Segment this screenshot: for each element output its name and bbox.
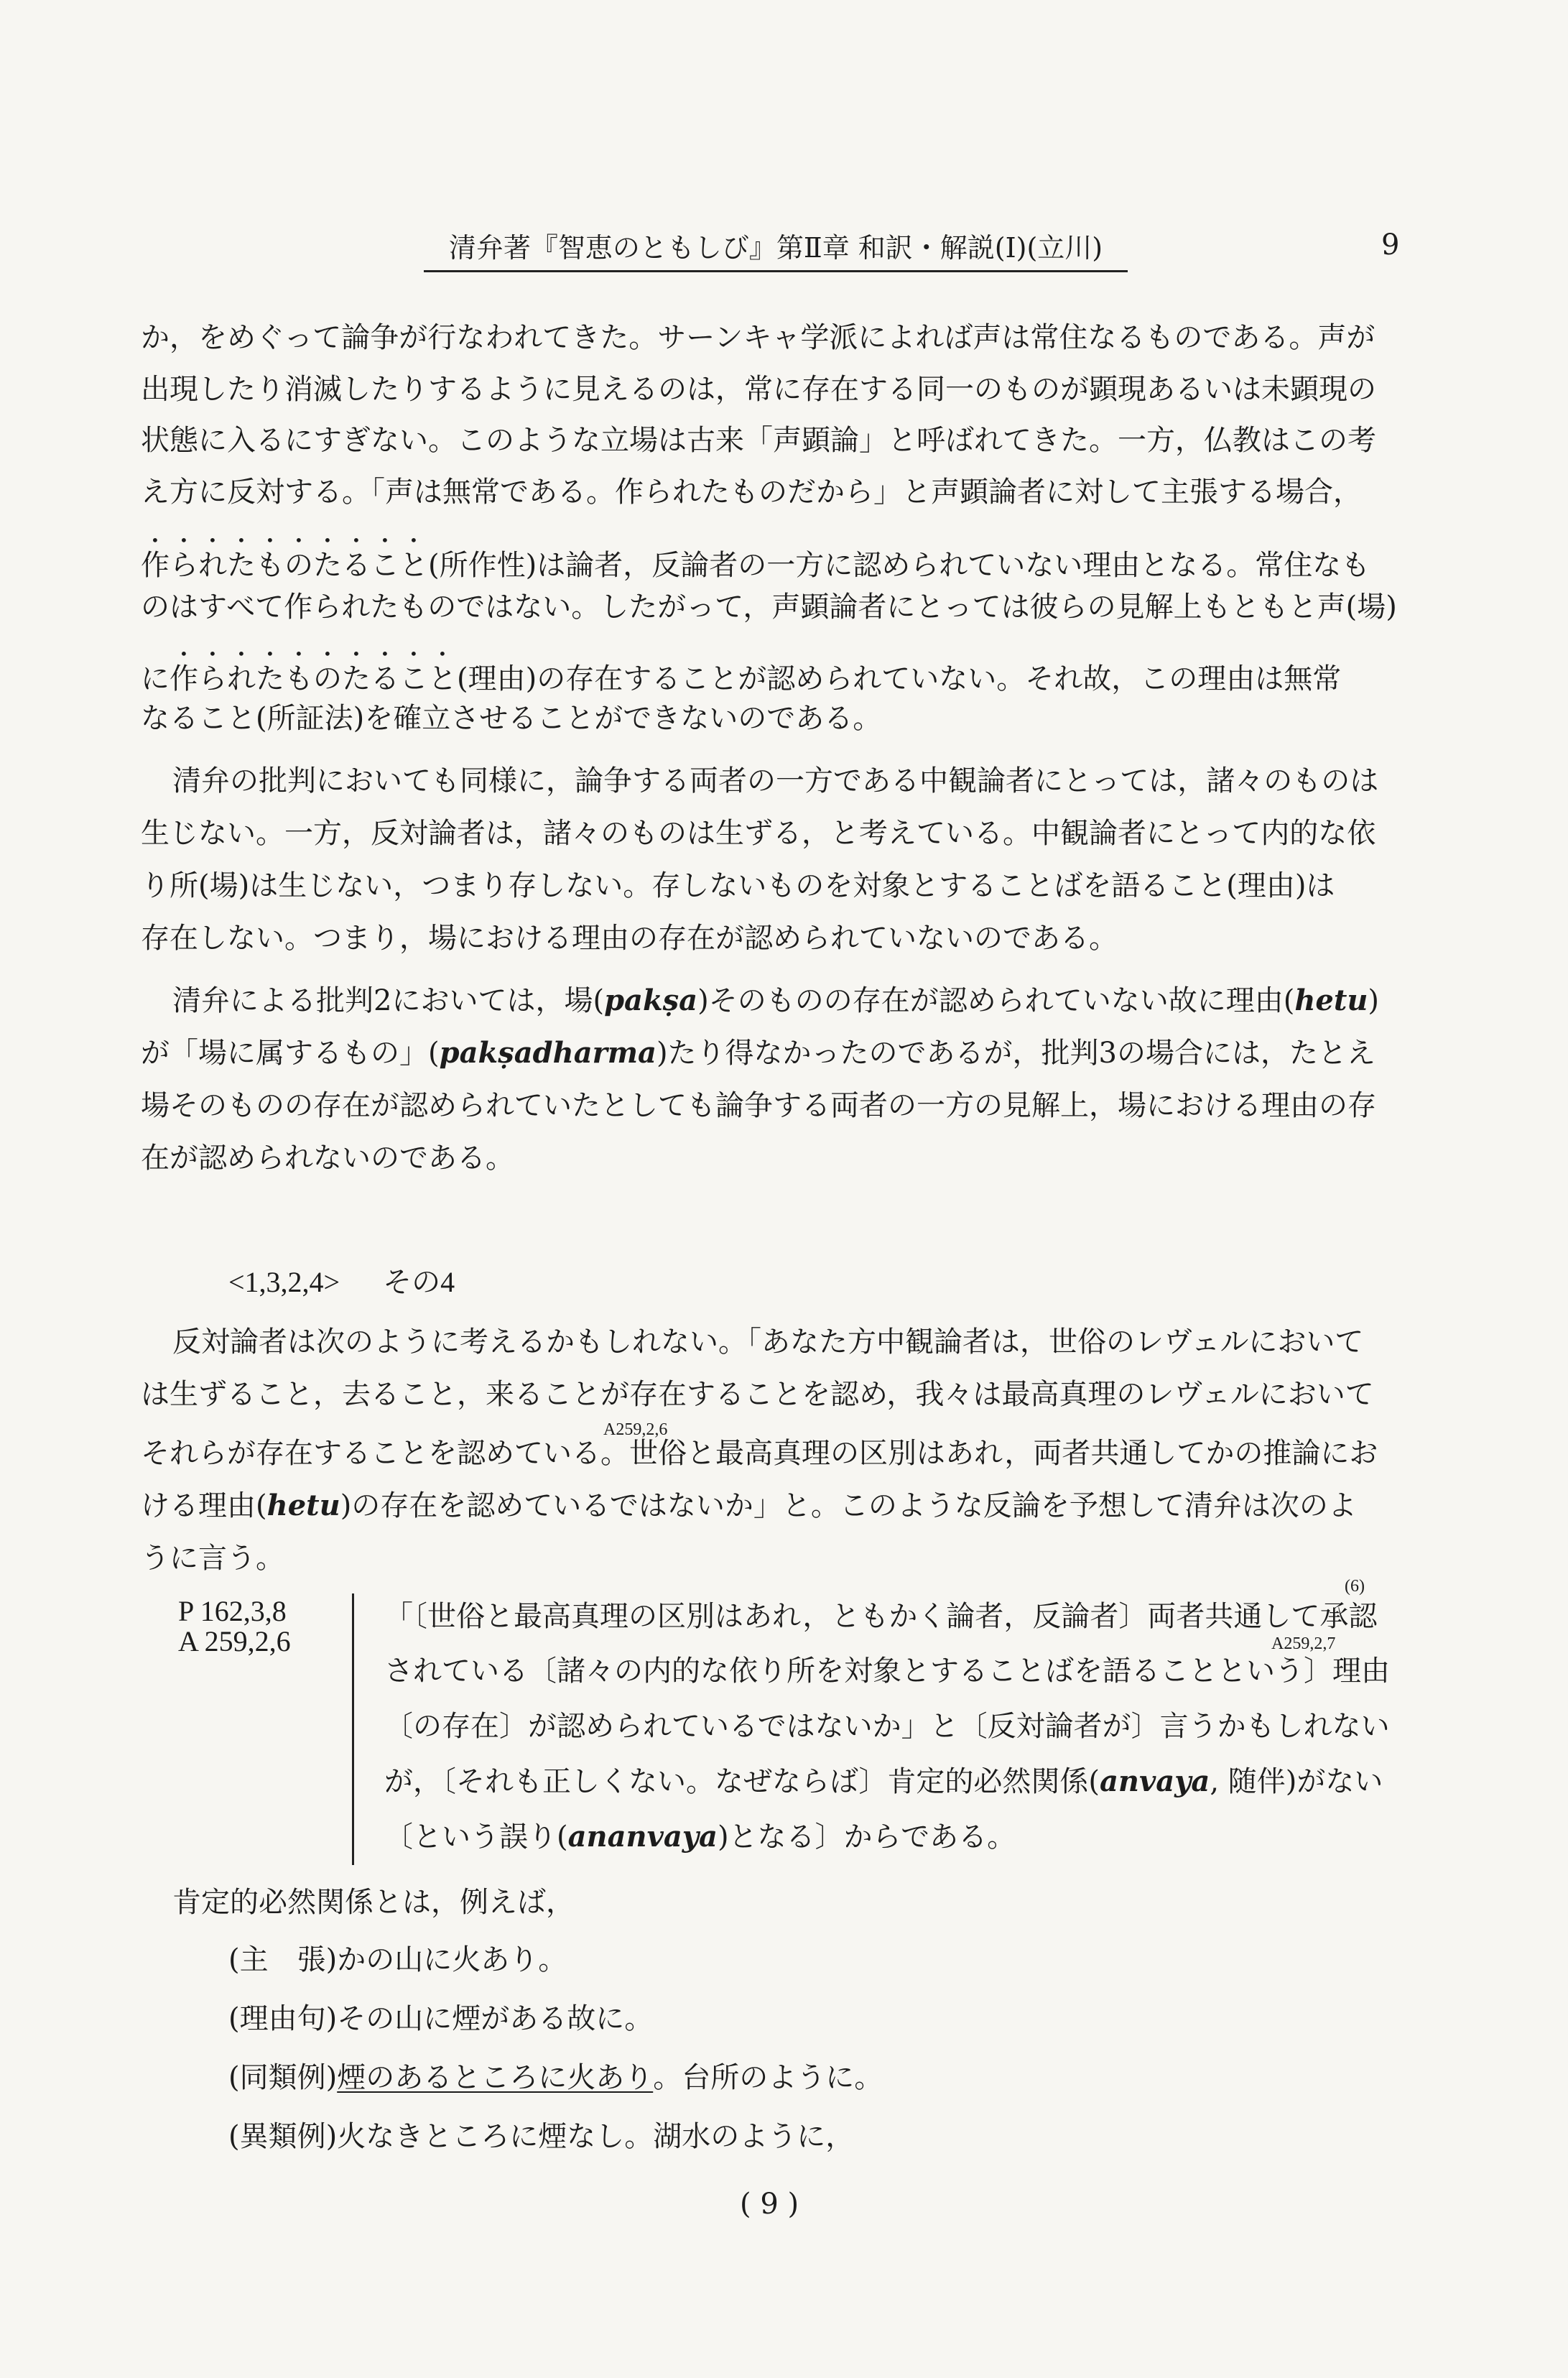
quote-line-1: 「〔世俗と最高真理の区別はあれ，ともかく論者，反論者〕両者共通して承認	[384, 1600, 1378, 1633]
example-item-reason	[228, 1997, 1521, 2040]
example-text: 。台所のように。	[653, 2061, 883, 2094]
text: が，〔それも正しくない。なぜならば〕肯定的必然関係(	[384, 1765, 1100, 1798]
paragraph-1-line-6: のはすべて作られたものではない。したがって，声顕論者にとっては彼らの見解上もともと声(場)	[141, 591, 1397, 624]
text: ける理由(	[141, 1489, 267, 1522]
paragraph-4-line-1: 反対論者は次のように考えるかもしれない。「あなた方中観論者は，世俗のレヴェルにおいて	[172, 1326, 1364, 1359]
text: , 随伴)がない	[1210, 1765, 1383, 1798]
text: が「場に属するもの」(	[141, 1037, 440, 1070]
paragraph-3-line-4: 在が認められないのである。	[141, 1142, 514, 1175]
section-heading	[228, 1261, 1521, 1304]
text: )となる〕からである。	[717, 1820, 1016, 1854]
sanskrit-term: anvaya	[1100, 1764, 1210, 1798]
page-number-footer: ( 9 )	[740, 2188, 799, 2221]
paragraph-3-line-1	[172, 979, 1465, 1022]
paragraph-4-line-3: それらが存在することを認めている。世俗と最高真理の区別はあれ，両者共通してかの推論にお	[141, 1437, 1378, 1470]
paragraph-3-line-3: 場そのものの存在が認められていたとしても論争する両者の一方の見解上，場における理由の存	[141, 1089, 1376, 1122]
sanskrit-term: hetu	[266, 1489, 340, 1522]
text: )	[1368, 984, 1380, 1017]
paragraph-1-line-4: え方に反対する。「声は無常である。作られたものだから」と声顕論者に対して主張する場合，	[141, 476, 1362, 509]
paragraph-4-line-2: は生ずること，去ること，来ることが存在することを認め，我々は最高真理のレヴェルにおいて	[141, 1378, 1374, 1411]
example-text: かの山に火あり。	[337, 1943, 567, 1976]
citation-reference-a: A 259,2,6	[178, 1625, 291, 1657]
quote-line-3: 〔の存在〕が認められているではないか」と〔反対論者が〕言うかもしれない	[384, 1710, 1390, 1743]
text: 清弁による批判2においては，場(	[172, 984, 605, 1017]
paragraph-1-line-7	[141, 645, 1434, 700]
section-title: その4	[383, 1266, 455, 1298]
text: )たり得なかったのであるが，批判3の場合には，たとえ	[656, 1037, 1376, 1070]
quote-line-4	[384, 1760, 1440, 1803]
example-underlined-text: 煙のあるところに火あり	[337, 2061, 654, 2094]
paragraph-1-line-3: 状態に入るにすぎない。このような立場は古来「声顕論」と呼ばれてきた。一方，仏教はこの考	[141, 424, 1376, 457]
citation-reference-p: P 162,3,8	[178, 1595, 287, 1627]
paragraph-1-line-7-pre: に	[141, 662, 170, 695]
example-intro: 肯定的必然関係とは，例えば，	[172, 1886, 575, 1919]
example-text: 火なきところに煙なし。湖水のように，	[337, 2120, 855, 2153]
example-label: (理由句)	[228, 2002, 338, 2035]
paragraph-2-line-3: り所(場)は生じない，つまり存しない。存しないものを対象とすることばを語ること(理由)は	[141, 869, 1335, 902]
paragraph-1-line-1: か，をめぐって論争が行なわれてきた。サーンキャ学派によれば声は常住なるものである。声が	[141, 321, 1376, 354]
sanskrit-term: pakṣadharma	[439, 1036, 657, 1070]
quote-line-2: されている〔諸々の内的な依り所を対象とすることばを語ることという〕理由	[384, 1655, 1390, 1688]
superscript-reference: A259,2,6	[603, 1420, 668, 1439]
sanskrit-term: hetu	[1294, 984, 1368, 1017]
paragraph-4-line-5: うに言う。	[141, 1542, 284, 1575]
paragraph-3-line-2	[141, 1032, 1434, 1075]
text: )そのものの存在が認められていない故に理由(	[697, 984, 1295, 1017]
paragraph-4-line-4	[141, 1484, 1434, 1527]
paragraph-1-line-2: 出現したり消滅したりするように見えるのは，常に存在する同一のものが顕現あるいは未顕現の	[141, 373, 1376, 406]
example-label: (異類例)	[228, 2120, 338, 2153]
text: )の存在を認めているではないか」と。このような反論を予想して清弁は次のよ	[340, 1489, 1357, 1522]
page-number-top: 9	[1381, 228, 1400, 262]
example-item-similar	[228, 2056, 1521, 2099]
quote-line-5	[384, 1815, 1440, 1859]
section-number: <1,3,2,4>	[228, 1266, 340, 1298]
paragraph-1-line-7-rest: (理由)の存在することが認められていない。それ故，この理由は無常	[457, 662, 1342, 695]
paragraph-2-line-1: 清弁の批判においても同様に，論争する両者の一方である中観論者にとっては，諸々のものは	[172, 764, 1379, 797]
sanskrit-term: pakṣa	[604, 984, 698, 1017]
footnote-marker: (6)	[1345, 1577, 1365, 1596]
example-item-thesis	[228, 1938, 1521, 1981]
emphasis-dotted-phrase: 作られたものたること	[141, 549, 428, 582]
paragraph-2-line-2: 生じない。一方，反対論者は，諸々のものは生ずる，と考えている。中観論者にとって内的な依	[141, 817, 1376, 850]
paragraph-2-line-4: 存在しない。つまり，場における理由の存在が認められていないのである。	[141, 922, 1118, 955]
superscript-reference: A259,2,7	[1271, 1634, 1336, 1653]
sanskrit-term: ananvaya	[567, 1820, 718, 1854]
example-item-dissimilar	[228, 2115, 1521, 2158]
example-text: その山に煙がある故に。	[337, 2002, 654, 2035]
paragraph-1-line-5-rest: (所作性)は論者，反論者の一方に認められていない理由となる。常住なも	[428, 549, 1370, 582]
example-label: (同類例)	[228, 2061, 338, 2094]
paragraph-1-line-5	[141, 532, 1434, 587]
quote-bar	[352, 1593, 354, 1865]
example-label: (主 張)	[228, 1943, 338, 1976]
text: 〔という誤り(	[384, 1820, 568, 1854]
paragraph-1-line-8: なること(所証法)を確立させることができないのである。	[141, 702, 882, 735]
running-header: 清弁著『智恵のともしび』第Ⅱ章 和訳・解説(Ⅰ)(立川)	[424, 230, 1128, 272]
emphasis-dotted-phrase: 作られたものたること	[170, 662, 457, 695]
